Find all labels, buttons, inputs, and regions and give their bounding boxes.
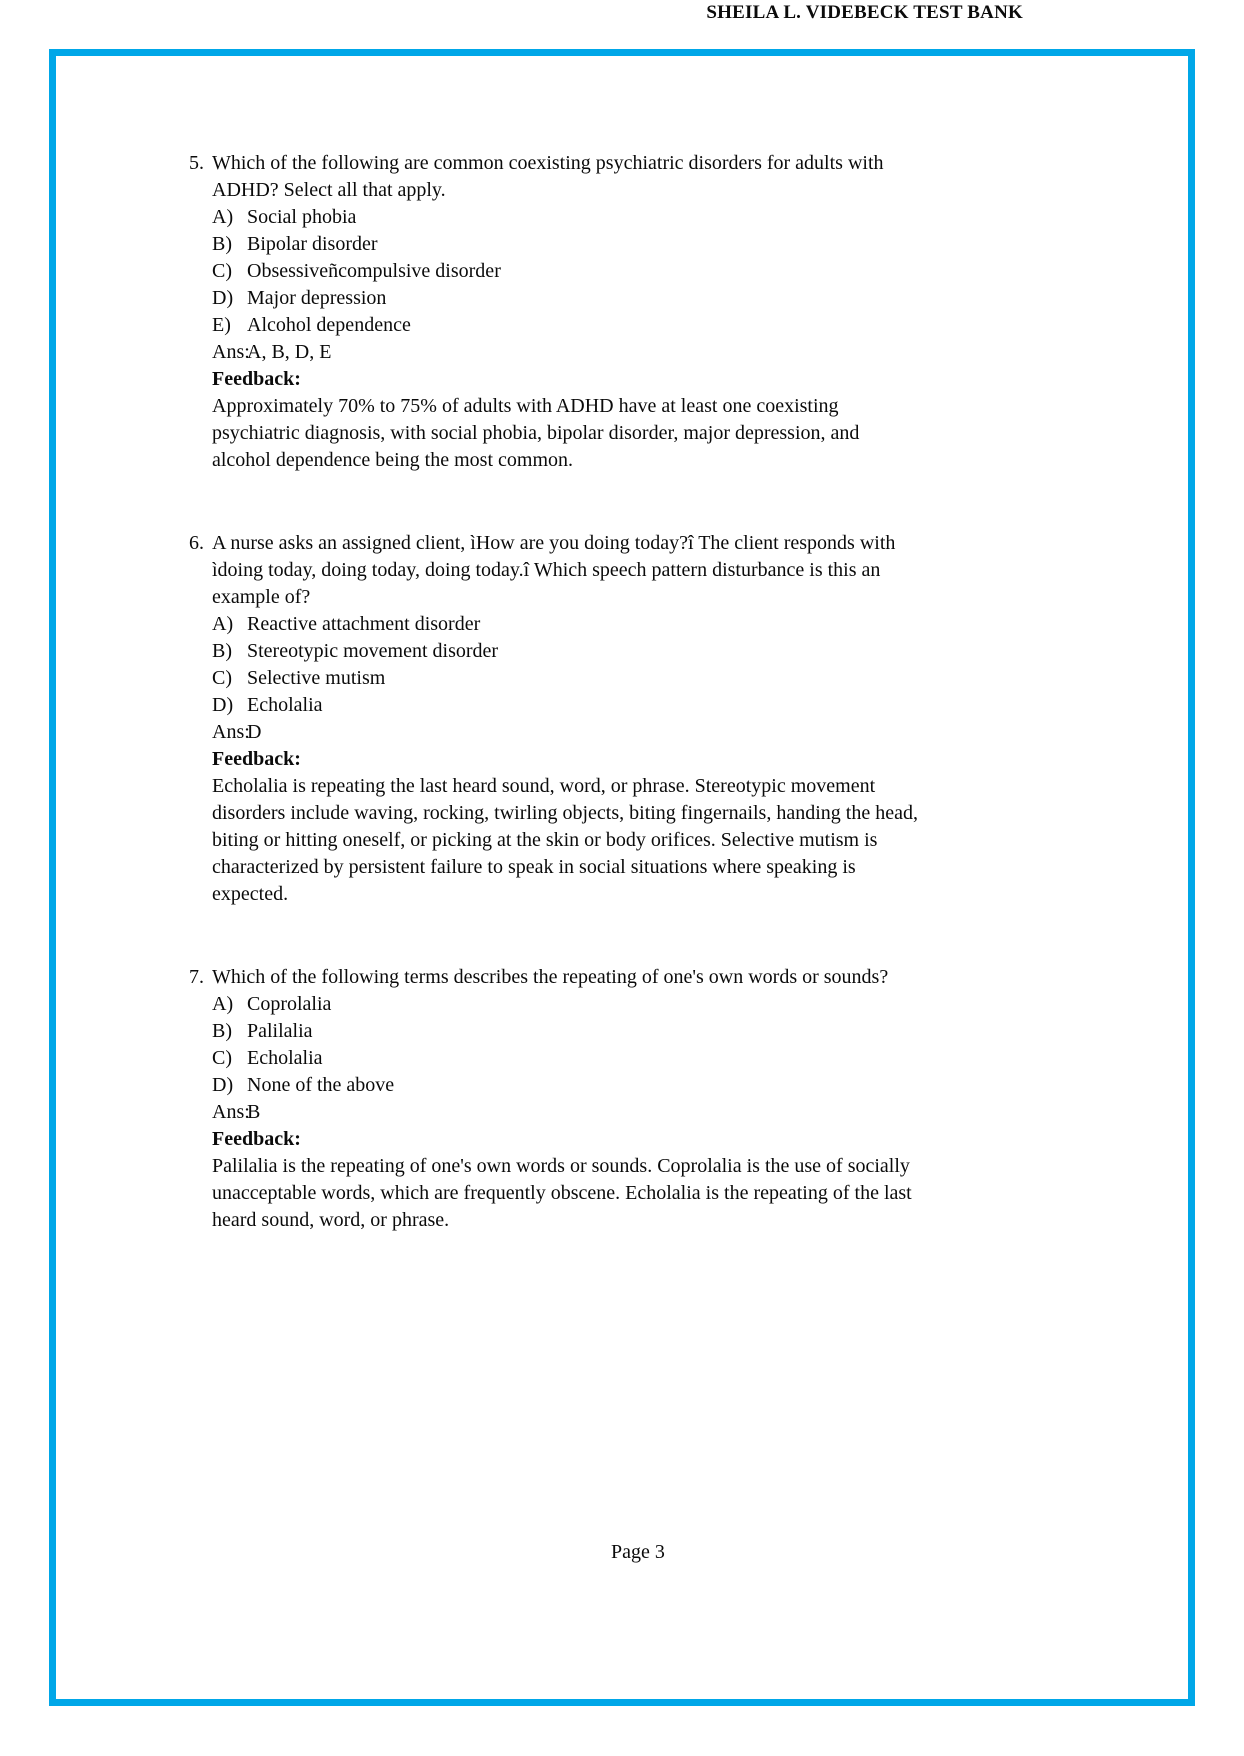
question-number: 6. (189, 532, 204, 554)
feedback-text (212, 1153, 1117, 1234)
question-block (189, 150, 1117, 474)
option-letter: D) (212, 694, 234, 716)
option-letter: B) (212, 1020, 232, 1042)
option-text: None of the above (247, 1074, 395, 1096)
option-row (212, 1072, 1117, 1099)
option-row (212, 611, 1117, 638)
option-text: Palilalia (247, 1020, 313, 1042)
question-block (189, 530, 1117, 908)
feedback-text (212, 393, 1117, 474)
option-row (212, 285, 1117, 312)
option-text: Alcohol dependence (247, 314, 411, 336)
text-line: ìdoing today, doing today, doing today.î Which speech pattern disturbance is this an (212, 559, 881, 581)
text-line: example of? (212, 586, 311, 608)
text-line: alcohol dependence being the most common. (212, 449, 574, 471)
answer-value: A, B, D, E (247, 341, 332, 363)
option-letter: C) (212, 667, 232, 689)
page-number: Page 3 (611, 1541, 665, 1563)
feedback-text (212, 773, 1117, 908)
option-text: Reactive attachment disorder (247, 613, 481, 635)
options-list (212, 991, 1117, 1099)
options-list (212, 204, 1117, 339)
question-number: 7. (189, 966, 204, 988)
answer-value: D (247, 721, 262, 743)
text-line: A nurse asks an assigned client, ìHow are you doing today?î The client responds with (212, 532, 896, 554)
page-footer (16, 1541, 1244, 1564)
option-text: Social phobia (247, 206, 357, 228)
option-letter: A) (212, 993, 234, 1015)
text-line: Approximately 70% to 75% of adults with ADHD have at least one coexisting (212, 395, 839, 417)
options-list (212, 611, 1117, 719)
option-text: Echolalia (247, 1047, 323, 1069)
text-line: characterized by persistent failure to speak in social situations where speaking is (212, 856, 856, 878)
question-text (212, 150, 1117, 204)
feedback-label: Feedback: (212, 1128, 301, 1150)
text-line: disorders include waving, rocking, twirling objects, biting fingernails, handing the head, (212, 802, 918, 824)
answer-value: B (247, 1101, 261, 1123)
answer-line (212, 719, 1117, 746)
option-row (212, 231, 1117, 258)
page-header (0, 2, 1023, 24)
feedback-label: Feedback: (212, 368, 301, 390)
option-text: Echolalia (247, 694, 323, 716)
feedback-label: Feedback: (212, 748, 301, 770)
option-text: Major depression (247, 287, 387, 309)
text-line: Palilalia is the repeating of one's own words or sounds. Coprolalia is the use of socially (212, 1155, 910, 1177)
questions-list (189, 150, 1117, 1290)
question-text (212, 530, 1117, 611)
text-line: expected. (212, 883, 289, 905)
option-letter: B) (212, 233, 232, 255)
text-line: ADHD? Select all that apply. (212, 179, 446, 201)
text-line: Which of the following terms describes the repeating of one's own words or sounds? (212, 966, 889, 988)
option-letter: B) (212, 640, 232, 662)
option-row (212, 258, 1117, 285)
option-letter: A) (212, 613, 234, 635)
option-letter: D) (212, 287, 234, 309)
text-line: Echolalia is repeating the last heard sound, word, or phrase. Stereotypic movement (212, 775, 876, 797)
option-row (212, 665, 1117, 692)
option-row (212, 312, 1117, 339)
option-letter: C) (212, 260, 232, 282)
text-line: heard sound, word, or phrase. (212, 1209, 450, 1231)
text-line: psychiatric diagnosis, with social phobia, bipolar disorder, major depression, and (212, 422, 860, 444)
option-row (212, 692, 1117, 719)
answer-line (212, 1099, 1117, 1126)
option-letter: D) (212, 1074, 234, 1096)
option-row (212, 1045, 1117, 1072)
text-line: biting or hitting oneself, or picking at the skin or body orifices. Selective mutism is (212, 829, 878, 851)
option-row (212, 204, 1117, 231)
header-title: SHEILA L. VIDEBECK TEST BANK (706, 2, 1023, 23)
question-number: 5. (189, 152, 204, 174)
option-text: Obsessiveñcompulsive disorder (247, 260, 501, 282)
question-text (212, 964, 1117, 991)
answer-label: Ans: (212, 341, 250, 363)
option-text: Stereotypic movement disorder (247, 640, 499, 662)
option-letter: A) (212, 206, 234, 228)
question-block (189, 964, 1117, 1234)
option-text: Coprolalia (247, 993, 332, 1015)
text-line: Which of the following are common coexisting psychiatric disorders for adults with (212, 152, 884, 174)
option-text: Bipolar disorder (247, 233, 378, 255)
option-text: Selective mutism (247, 667, 386, 689)
option-row (212, 638, 1117, 665)
answer-label: Ans: (212, 721, 250, 743)
answer-line (212, 339, 1117, 366)
option-letter: C) (212, 1047, 232, 1069)
answer-label: Ans: (212, 1101, 250, 1123)
option-row (212, 1018, 1117, 1045)
option-letter: E) (212, 314, 231, 336)
text-line: unacceptable words, which are frequently obscene. Echolalia is the repeating of the last (212, 1182, 912, 1204)
option-row (212, 991, 1117, 1018)
